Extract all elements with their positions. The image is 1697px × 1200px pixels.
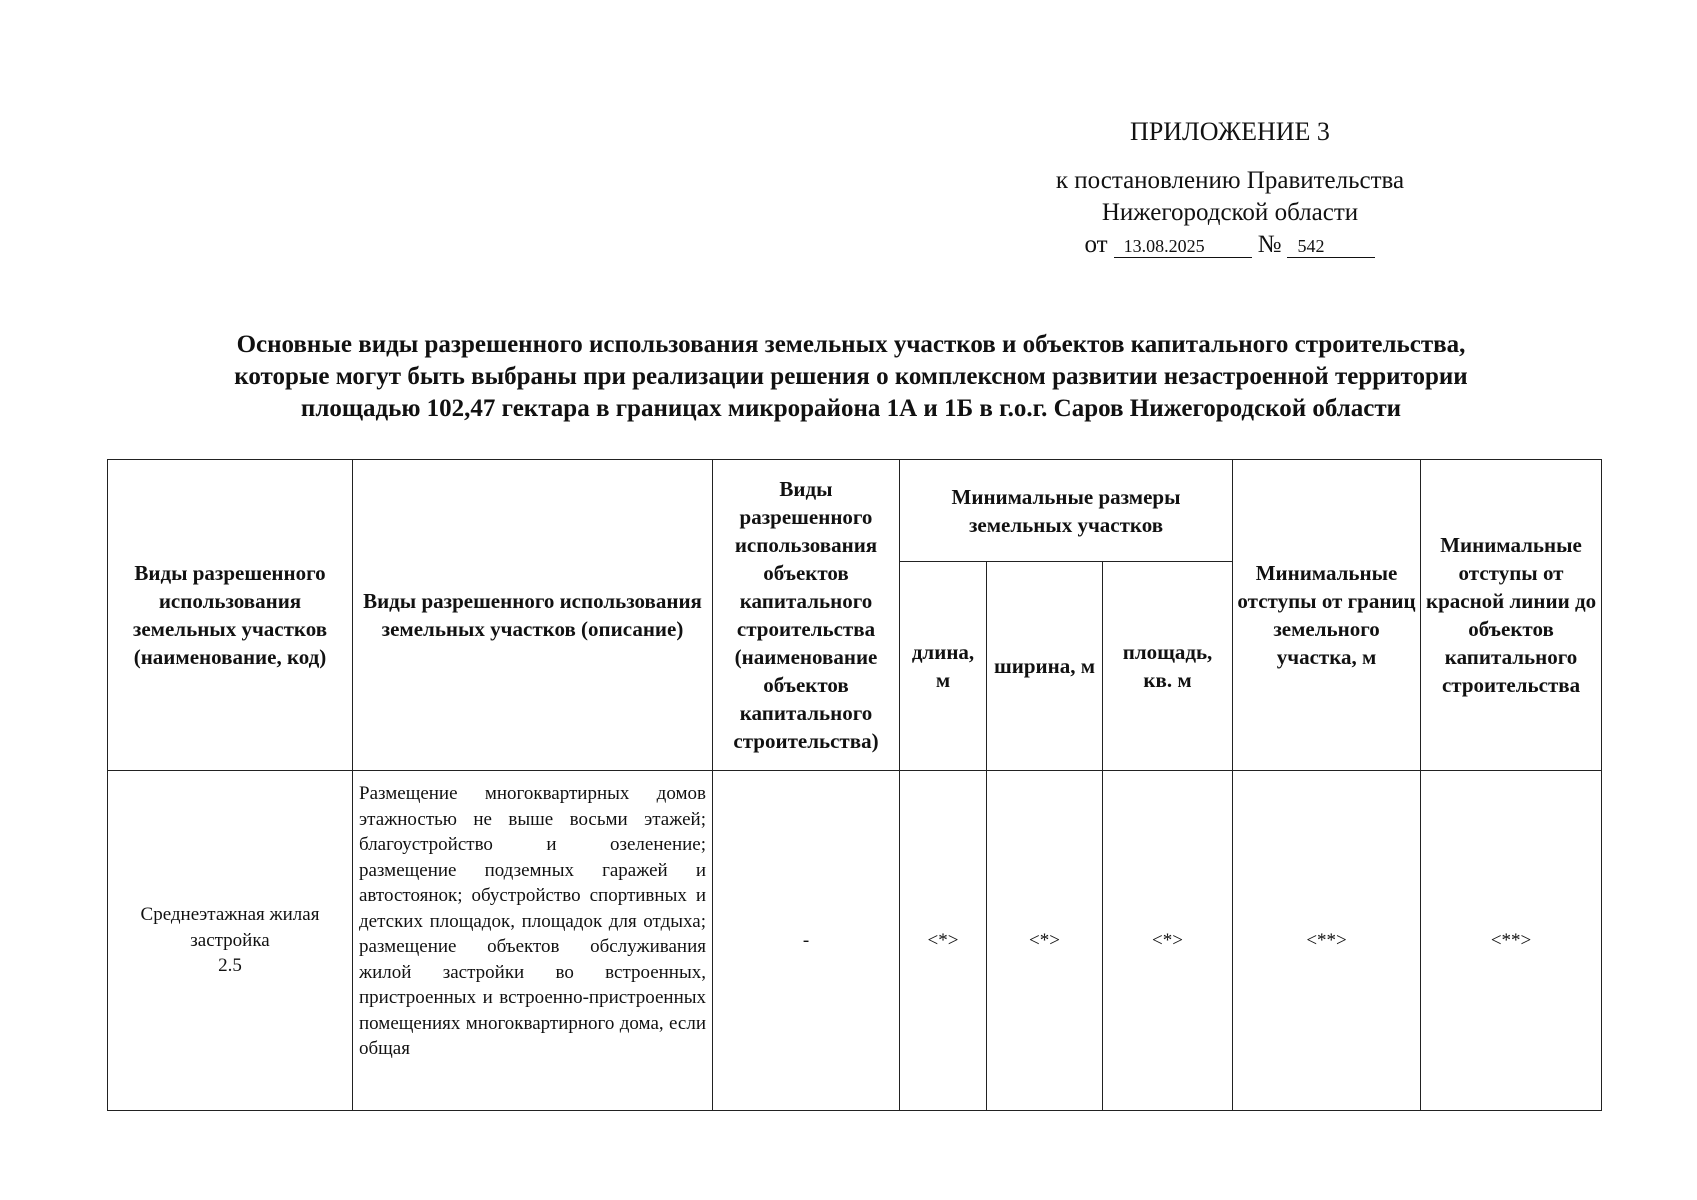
land-use-table (107, 459, 1602, 1111)
document-title-line1: Основные виды разрешенного использования земельных участков и объектов капитального строительства, (236, 331, 1466, 358)
land-use-name-line2: застройка (190, 929, 270, 951)
appendix-reference-line1: к постановлению Правительства (1055, 167, 1405, 194)
land-use-code: 2.5 (218, 955, 242, 977)
cell-boundary-setback: <**> (1233, 771, 1421, 1111)
header-redline-setback: Минимальные отступы от красной линии до объектов капитального строительства (1421, 460, 1602, 771)
cell-redline-setback: <**> (1421, 771, 1602, 1111)
header-land-use-description: Виды разрешенного использования земельных участков (описание) (353, 460, 713, 771)
land-use-name-line1: Среднеэтажная жилая (140, 904, 320, 926)
description-text: Размещение многоквартирных домов этажностью не выше восьми этажей; благоустройство и озеленение; размещение подземных гаражей и автостоянок; обустройство спортивных и детских площадок, площадок для отдыха; размещение объектов обслуживания жилой застройки во встроенных, пристроенных и встроенно-пристроенных помещениях многоквартирного дома, если общая (359, 783, 706, 1059)
document-title-line2: которые могут быть выбраны при реализации решения о комплексном развитии незастроенной территории (234, 363, 1468, 390)
document-title (106, 329, 1596, 425)
table-row (108, 771, 1602, 1111)
cell-description (353, 771, 713, 1111)
appendix-date-number-line (1000, 229, 1460, 261)
appendix-block (1000, 117, 1460, 261)
resolution-number: 542 (1287, 235, 1375, 258)
header-min-plot-sizes: Минимальные размеры земельных участков (900, 460, 1233, 562)
appendix-title: ПРИЛОЖЕНИЕ 3 (1130, 117, 1330, 146)
header-width: ширина, м (987, 562, 1103, 771)
cell-length: <*> (900, 771, 987, 1111)
cell-capital-objects: - (713, 771, 900, 1111)
cell-width: <*> (987, 771, 1103, 1111)
document-title-line3: площадью 102,47 гектара в границах микрорайона 1А и 1Б в г.о.г. Саров Нижегородской области (300, 395, 1402, 422)
number-sign: № (1257, 231, 1282, 258)
appendix-reference-line2: Нижегородской области (1101, 199, 1359, 226)
table-header-row (108, 460, 1602, 562)
header-area: площадь, кв. м (1103, 562, 1233, 771)
resolution-date: 13.08.2025 (1114, 235, 1252, 258)
header-capital-objects: Виды разрешенного использования объектов капитального строительства (наименование объектов капитального строительства) (713, 460, 900, 771)
cell-land-use-name (108, 771, 353, 1111)
header-length: длина, м (900, 562, 987, 771)
header-land-use-name-code: Виды разрешенного использования земельных участков (наименование, код) (108, 460, 353, 771)
from-label: от (1084, 231, 1108, 258)
header-boundary-setback: Минимальные отступы от границ земельного участка, м (1233, 460, 1421, 771)
cell-area: <*> (1103, 771, 1233, 1111)
